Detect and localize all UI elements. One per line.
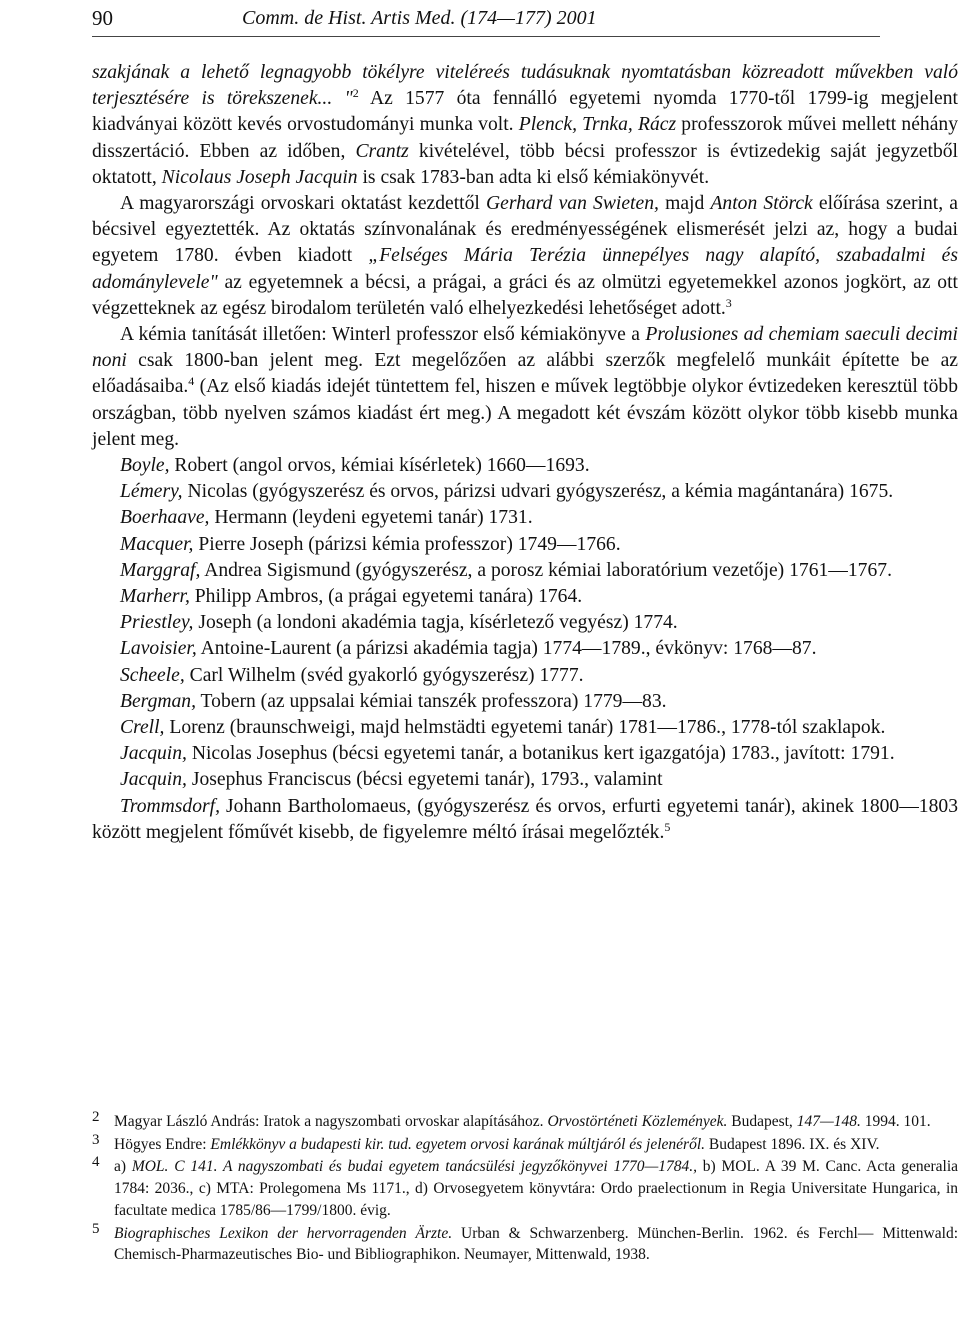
author-entry-name: Boyle, bbox=[120, 455, 170, 477]
text-run: professzorok művei mellett néhány disszertáció. Ebben az időben, bbox=[92, 114, 959, 162]
person-name: Gerhard van Swieten, bbox=[486, 193, 659, 215]
author-entry-text: Lorenz (braunschweigi, majd helmstädti egyetemi tanár) 1781—1786., 1778-tól szaklapok. bbox=[164, 717, 886, 739]
author-entry-name: Crell, bbox=[120, 717, 165, 739]
author-entry-name: Lavoisier, bbox=[120, 638, 197, 660]
text-run: A kémia tanítását illetően: Winterl professzor első kémiakönyve a bbox=[120, 324, 646, 346]
footnote-text: Budapest 1896. IX. és XIV. bbox=[705, 1135, 880, 1153]
author-entry bbox=[92, 610, 958, 636]
author-entry bbox=[92, 532, 958, 558]
author-entry-text: Andrea Sigismund (gyógyszerész, a porosz kémiai laboratórium vezetője) 1761—1767. bbox=[200, 559, 892, 581]
footnote-text: Budapest, bbox=[727, 1113, 797, 1130]
footnote-mark: 4 bbox=[92, 1154, 100, 1171]
author-entry-name: Jacquin, bbox=[120, 743, 187, 765]
paragraph-medical-education bbox=[92, 191, 958, 322]
footnote-ref: 2 bbox=[352, 86, 359, 101]
footnote-4 bbox=[92, 1156, 958, 1221]
author-entry bbox=[92, 663, 958, 689]
footnote-ref: 4 bbox=[188, 374, 195, 389]
author-entry-text: Carl Wilhelm (svéd gyakorló gyógyszerész) 1777. bbox=[184, 664, 584, 686]
author-entry bbox=[92, 689, 958, 715]
footnote-italic: MOL. C 141. A nagyszombati és budai egyetem tanácsülési jegyzőkönyvei 1770—1784., bbox=[131, 1158, 697, 1176]
footnote-mark: 5 bbox=[92, 1220, 100, 1237]
author-entry-text: Nicolas Josephus (bécsi egyetemi tanár, a botanikus kert igazgatója) 1783., javított: 1791. bbox=[186, 743, 895, 765]
author-entry-text: Philipp Ambros, (a prágai egyetemi tanára) 1764. bbox=[189, 586, 583, 608]
author-name: Crantz bbox=[355, 140, 409, 162]
text-run: is csak 1783-ban adta ki első kémiakönyvét. bbox=[357, 166, 710, 188]
footnotes bbox=[92, 1111, 958, 1267]
author-entry-text: Nicolas (gyógyszerész és orvos, párizsi udvari gyógyszerész, a kémia magántanára) 1675. bbox=[182, 481, 894, 503]
author-entry bbox=[92, 584, 958, 610]
running-title: Comm. de Hist. Artis Med. (174—177) 2001 bbox=[242, 7, 597, 29]
author-entry-text: Johann Bartholomaeus, (gyógyszerész és orvos, erfurti egyetemi tanár), akinek 1800—1803 között megjelent főművét kisebb, de figyelemre méltó írásai megelőzték. bbox=[92, 795, 958, 843]
text-run: Az 1577 óta fennálló egyetemi nyomda 1770-től 1799-ig megjelent kiadványai között kevés orvostudományi munka volt. bbox=[92, 88, 958, 136]
author-entry-name: Lémery, bbox=[120, 481, 183, 503]
author-entry-name: Priestley, bbox=[120, 612, 194, 634]
author-entry-text: Joseph (a londoni akadémia tagja, kísérletező vegyész) 1774. bbox=[193, 612, 678, 634]
footnote-italic: Emlékkönyv a budapesti kir. tud. egyetem orvosi karának múltjáról és jelenéről. bbox=[210, 1135, 706, 1153]
author-entry-text: Hermann (leydeni egyetemi tanár) 1731. bbox=[209, 507, 533, 529]
author-entry bbox=[92, 741, 958, 767]
footnote-mark: 2 bbox=[92, 1109, 100, 1125]
text-run: az egyetemnek a bécsi, a prágai, a gráci és az olmützi egyetemekkel azonos jogkört, az ott végzetteknek az egész birodalom területén való elhelyezkedési lehetőséget adott. bbox=[92, 271, 958, 319]
author-entry bbox=[92, 715, 958, 741]
author-entry-name: Scheele, bbox=[120, 664, 185, 686]
author-entry-name: Macquer, bbox=[120, 533, 194, 555]
author-entry bbox=[92, 558, 958, 584]
footnote-text: a) bbox=[114, 1158, 132, 1176]
author-entry-text: Pierre Joseph (párizsi kémia professzor) 1749—1766. bbox=[193, 533, 621, 555]
footnote-2 bbox=[92, 1111, 958, 1133]
text-run: csak 1800-ban jelent meg. Ezt megelőzően az alábbi szerzők megfelelő munkáit építette be az előadásaiba. bbox=[92, 350, 958, 398]
paragraph-chemistry-teaching bbox=[92, 322, 958, 453]
footnote-ref: 3 bbox=[725, 295, 732, 310]
text-run: (Az első kiadás idejét tüntettem fel, hiszen e művek legtöbbje olykor évtizedeken keresztül több országban, több nyelven számos kiadást ért meg.) A megadott két évszám között olykor több kisebb munka jelent meg. bbox=[92, 376, 958, 450]
page-header bbox=[92, 4, 880, 37]
author-entry bbox=[92, 636, 958, 662]
page-number: 90 bbox=[92, 6, 113, 30]
author-entry bbox=[92, 479, 958, 505]
footnote-text: Högyes Endre: bbox=[114, 1135, 211, 1153]
author-entry-text: Josephus Franciscus (bécsi egyetemi tanár), 1793., valamint bbox=[186, 769, 663, 791]
book-title: Prolusiones ad chemiam saeculi decimi noni bbox=[92, 324, 958, 372]
footnote-3 bbox=[92, 1131, 958, 1156]
author-entry-name: Trommsdorf, bbox=[120, 795, 220, 817]
author-entry-text: Robert (angol orvos, kémiai kísérletek) 1660—1693. bbox=[169, 455, 590, 477]
footnote-mark: 3 bbox=[92, 1131, 100, 1148]
body-text bbox=[92, 60, 958, 846]
author-entry bbox=[92, 505, 958, 531]
footnote-italic: Biographisches Lexikon der hervorragenden Ärzte. bbox=[114, 1224, 453, 1242]
author-names: Plenck, Trnka, Rácz bbox=[518, 114, 677, 136]
text-run: A magyarországi orvoskari oktatást kezdettől bbox=[120, 193, 487, 215]
text-run: kivételével, több bécsi professzor is évtizedekig saját jegyzetből oktatott, bbox=[92, 140, 958, 188]
author-entry-name: Bergman, bbox=[120, 690, 197, 712]
footnote-text: b) MOL. A 39 M. Canc. Acta generalia 1784: 2036., c) MTA: Prolegomena Ms 1171., d) Orvosegyetem könyvtára: Ordo praelectionum in Regia Universitate Hungarica, in facultate medica 1785/86—1799/1800. évig. bbox=[114, 1158, 959, 1219]
footnote-ref: 5 bbox=[664, 819, 671, 834]
footnote-italic: 147—148. bbox=[796, 1113, 861, 1130]
author-entry-text: Tobern (az uppsalai kémiai tanszék professzora) 1779—83. bbox=[196, 690, 667, 712]
footnote-text: Magyar László András: Iratok a nagyszombati orvoskar alapításához. bbox=[114, 1113, 548, 1130]
quote-text: szakjának a lehető legnagyobb tökélyre viteléreés tudásuknak nyomtatásban közreadott művekben való terjesztésére is törekszenek... " bbox=[92, 62, 958, 110]
footnote-text: Urban & Schwarzenberg. München-Berlin. 1962. és Ferchl— Mittenwald: Chemisch-Pharmazeutisches Bio- und Bibliographikon. Neumayer, Mittenwald, 1938. bbox=[114, 1224, 958, 1264]
text-run: majd bbox=[658, 193, 711, 215]
footnote-5 bbox=[92, 1220, 958, 1266]
author-entry bbox=[92, 453, 958, 479]
author-entry-name: Boerhaave, bbox=[120, 507, 210, 529]
author-entry bbox=[92, 767, 958, 793]
author-entry-name: Jacquin, bbox=[120, 769, 187, 791]
person-name: Anton Störck bbox=[710, 193, 813, 215]
author-name: Nicolaus Joseph Jacquin bbox=[161, 166, 358, 188]
author-entry-name: Marggraf, bbox=[120, 559, 201, 581]
footnote-italic: Orvostörténeti Közlemények. bbox=[547, 1113, 728, 1130]
author-list bbox=[92, 453, 958, 846]
document-title: „Felséges Mária Terézia ünnepélyes nagy alapító, szabadalmi és adománylevele" bbox=[92, 245, 958, 293]
author-entry-text: Antoine-Laurent (a párizsi akadémia tagja) 1774—1789., évkönyv: 1768—87. bbox=[196, 638, 817, 660]
text-run: előírása szerint, a bécsivel egyeztették. Az oktatás színvonalának és eredményességének elismerését jelzi az, hogy a budai egyetem 1780. évben kiadott bbox=[92, 193, 959, 267]
author-entry bbox=[92, 794, 958, 846]
paragraph-quote-continuation bbox=[92, 60, 958, 191]
footnote-text: 1994. 101. bbox=[860, 1113, 931, 1130]
author-entry-name: Marherr, bbox=[120, 586, 190, 608]
